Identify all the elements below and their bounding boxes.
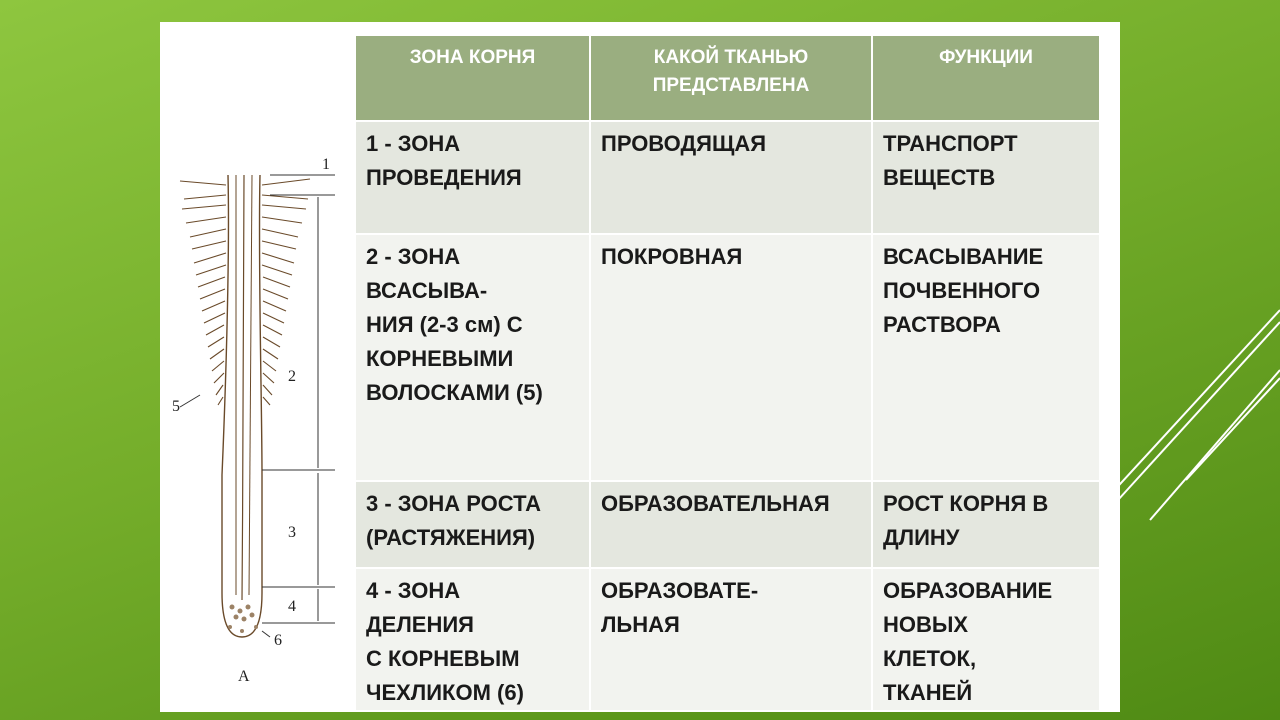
header-functions: ФУНКЦИИ [872,35,1100,121]
table-row [355,234,1100,481]
zone-label-3: 3 [288,524,296,541]
root-hairs-left [180,181,226,405]
zone-label-2: 2 [288,368,296,385]
hairs-label: 5 [172,398,180,415]
root-zones-table [354,34,1101,712]
header-zone: ЗОНА КОРНЯ [355,35,590,121]
header-tissue: КАКОЙ ТКАНЬЮ ПРЕДСТАВЛЕНА [590,35,872,121]
function-cell: ВСАСЫВАНИЕ ПОЧВЕННОГО РАСТВОРА [872,234,1100,481]
root-zones-diagram [170,145,350,690]
root-cap-cells [228,605,258,634]
zone-cell: 2 - ЗОНА ВСАСЫВА- НИЯ (2-3 см) С КОРНЕВЫМИ ВОЛОСКАМИ (5) [355,234,590,481]
function-cell: ТРАНСПОРТ ВЕЩЕСТВ [872,121,1100,234]
table-row [355,481,1100,568]
figure-label: А [238,668,250,685]
tissue-cell: ПРОВОДЯЩАЯ [590,121,872,234]
zone-label-1: 1 [322,156,330,173]
tissue-cell: ОБРАЗОВАТЕ- ЛЬНАЯ [590,568,872,711]
table-row [355,121,1100,234]
table-header-row [355,35,1100,121]
zone-markers [180,175,335,637]
tissue-cell: ОБРАЗОВАТЕЛЬНАЯ [590,481,872,568]
zone-cell: 3 - ЗОНА РОСТА (РАСТЯЖЕНИЯ) [355,481,590,568]
function-cell: ОБРАЗОВАНИЕ НОВЫХ КЛЕТОК, ТКАНЕЙ [872,568,1100,711]
cap-label: 6 [274,632,282,649]
root-hairs-right [262,179,310,405]
decorative-lines [1110,300,1280,530]
tissue-cell: ПОКРОВНАЯ [590,234,872,481]
zone-cell: 1 - ЗОНА ПРОВЕДЕНИЯ [355,121,590,234]
zone-label-4: 4 [288,598,296,615]
zone-cell: 4 - ЗОНА ДЕЛЕНИЯ С КОРНЕВЫМ ЧЕХЛИКОМ (6) [355,568,590,711]
function-cell: РОСТ КОРНЯ В ДЛИНУ [872,481,1100,568]
table-row [355,568,1100,711]
root-body [222,175,262,637]
